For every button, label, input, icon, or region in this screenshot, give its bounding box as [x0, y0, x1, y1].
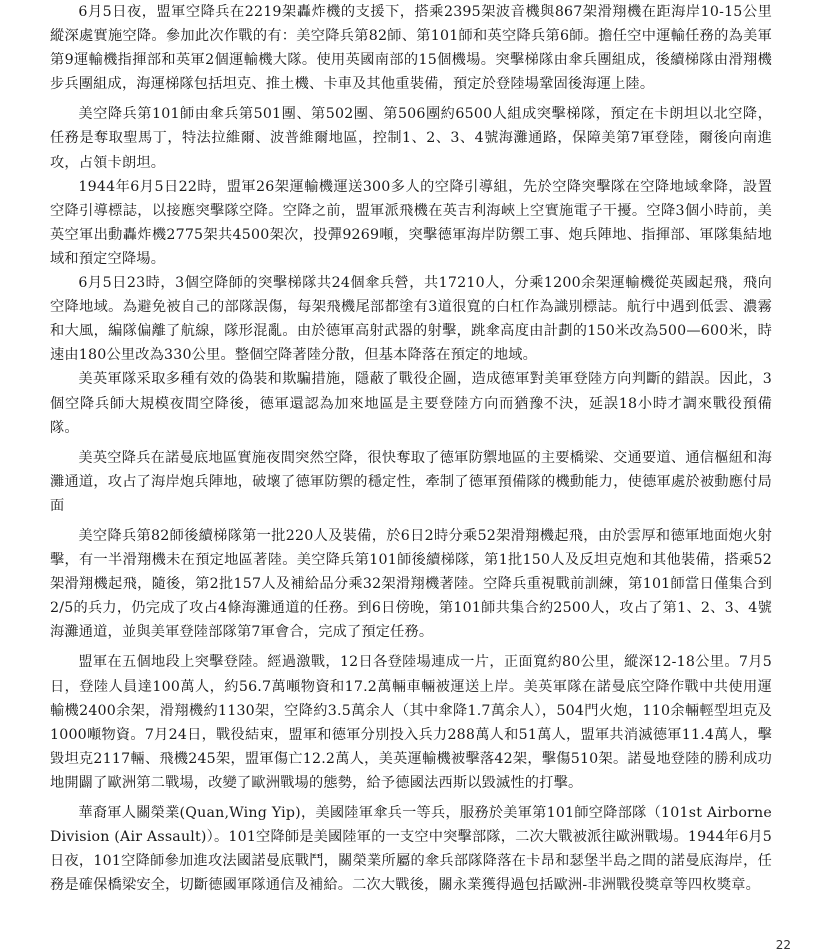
paragraph-4: 6月5日23時，3個空降師的突擊梯隊共24個傘兵營，共17210人，分乘1200余架運輸機從英國起飛，飛向空降地域。為避免被自己的部隊誤傷，每架飛機尾部都塗有3道很寬的白杠作為識別標誌。航行中遇到低雲、濃霧和大風，編隊偏離了航線，隊形混亂。由於德軍高射武器的射擊，跳傘高度由計劃的150米改為500—600米，時速由180公里改為330公里。整個空降著陸分散，但基本降落在預定的地域。	[50, 275, 772, 364]
paragraph-1: 6月5日夜，盟軍空降兵在2219架轟炸機的支援下，搭乘2395架波音機與867架滑翔機在距海岸10-15公里縱深處實施空降。參加此次作戰的有：美空降兵第82師、第101師和英空降兵第6師。擔任空中運輸任務的為美軍第9運輸機指揮部和英軍2個運輸機大隊。使用英國南部的15個機場。突擊梯隊由傘兵團組成，後續梯隊由滑翔機步兵團組成，海運梯隊包括坦克、推土機、卡車及其他重裝備，預定於登陸場鞏固後海運上陸。	[50, 4, 772, 93]
paragraph-8: 盟軍在五個地段上突擊登陸。經過激戰，12日各登陸場連成一片，正面寬約80公里，縱深12-18公里。7月5日，登陸人員達100萬人，約56.7萬噸物資和17.2萬輛車輛被運送上岸。美英軍隊在諾曼底空降作戰中共使用運輸機2400余架，滑翔機約1130架，空降約3.5萬余人（其中傘降1.7萬余人），504門火炮，110余輛輕型坦克及1000噸物資。7月24日，戰役結束，盟軍和德軍分別投入兵力288萬人和51萬人，盟軍共消滅德軍11.4萬人，擊毀坦克2117輛、飛機245架，盟軍傷亡12.2萬人，美英運輸機被擊落42架，擊傷510架。諾曼地登陸的勝利成功地開闢了歐洲第二戰場，改變了歐洲戰場的態勢，給予德國法西斯以毀滅性的打擊。	[50, 654, 772, 791]
paragraph-7: 美空降兵第82師後續梯隊第一批220人及裝備，於6日2時分乘52架滑翔機起飛，由於雲厚和德軍地面炮火射擊，有一半滑翔機未在預定地區著陸。美空降兵第101師後續梯隊，第1批150人及反坦克炮和其他裝備，搭乘52架滑翔機起飛，隨後，第2批157人及補給品分乘32架滑翔機著陸。空降兵重視戰前訓練，第101師當日僅集合到2/5的兵力，仍完成了攻占4條海灘通道的任務。到6日傍晚，第101師共集合約2500人，攻占了第1、2、3、4號海灘通道，並與美軍登陸部隊第7軍會合，完成了預定任務。	[50, 527, 772, 641]
paragraph-3: 1944年6月5日22時，盟軍26架運輸機運送300多人的空降引導組，先於空降突擊隊在空降地域傘降，設置空降引導標誌，以接應突擊隊空降。空降之前，盟軍派飛機在英吉利海峽上空實施電子干擾。空降3個小時前，美英空軍出動轟炸機2775架共4500架次，投彈9269噸，突擊德軍海岸防禦工事、炮兵陣地、指揮部、軍隊集結地域和預定空降場。	[50, 178, 772, 267]
paragraph-9: 華裔軍人關榮業(Quan,Wing Yip)，美國陸軍傘兵一等兵，服務於美軍第101師空降部隊（101st Airborne Division (Air Assault)）。101空降師是美國陸軍的一支空中突擊部隊，二次大戰被派往歐洲戰場。1944年6月5日夜，101空降師參加進攻法國諾曼底戰鬥，關榮業所屬的傘兵部隊降落在卡昂和瑟堡半島之間的諾曼底海岸，任務是確保橋梁安全，切斷德國軍隊通信及補給。二次大戰後，關永業獲得過包括歐洲-非洲戰役獎章等四枚獎章。	[50, 805, 772, 894]
paragraph-6: 美英空降兵在諾曼底地區實施夜間突然空降，很快奪取了德軍防禦地區的主要橋梁、交通要道、通信樞紐和海灘通道，攻占了海岸炮兵陣地，破壞了德軍防禦的穩定性，牽制了德軍預備隊的機動能力，使德軍處於被動應付局面	[50, 449, 772, 514]
paragraph-2: 美空降兵第101師由傘兵第501團、第502團、第506團約6500人組成突擊梯隊，預定在卡朗坦以北空降，任務是奪取聖馬丁，特法拉維爾、波普維爾地區，控制1、2、3、4號海灘通路，保障美第7軍登陸，爾後向南進攻，占領卡朗坦。	[50, 106, 772, 171]
paragraph-5: 美英軍隊采取多種有效的偽裝和欺騙措施，隱蔽了戰役企圖，造成德軍對美軍登陸方向判斷的錯誤。因此，3個空降兵師大規模夜間空降後，德軍還認為加來地區是主要登陸方向而猶豫不決，延誤18小時才調來戰役預備隊。	[50, 371, 772, 436]
page-number: 22	[775, 938, 791, 952]
document-body	[50, 0, 772, 897]
